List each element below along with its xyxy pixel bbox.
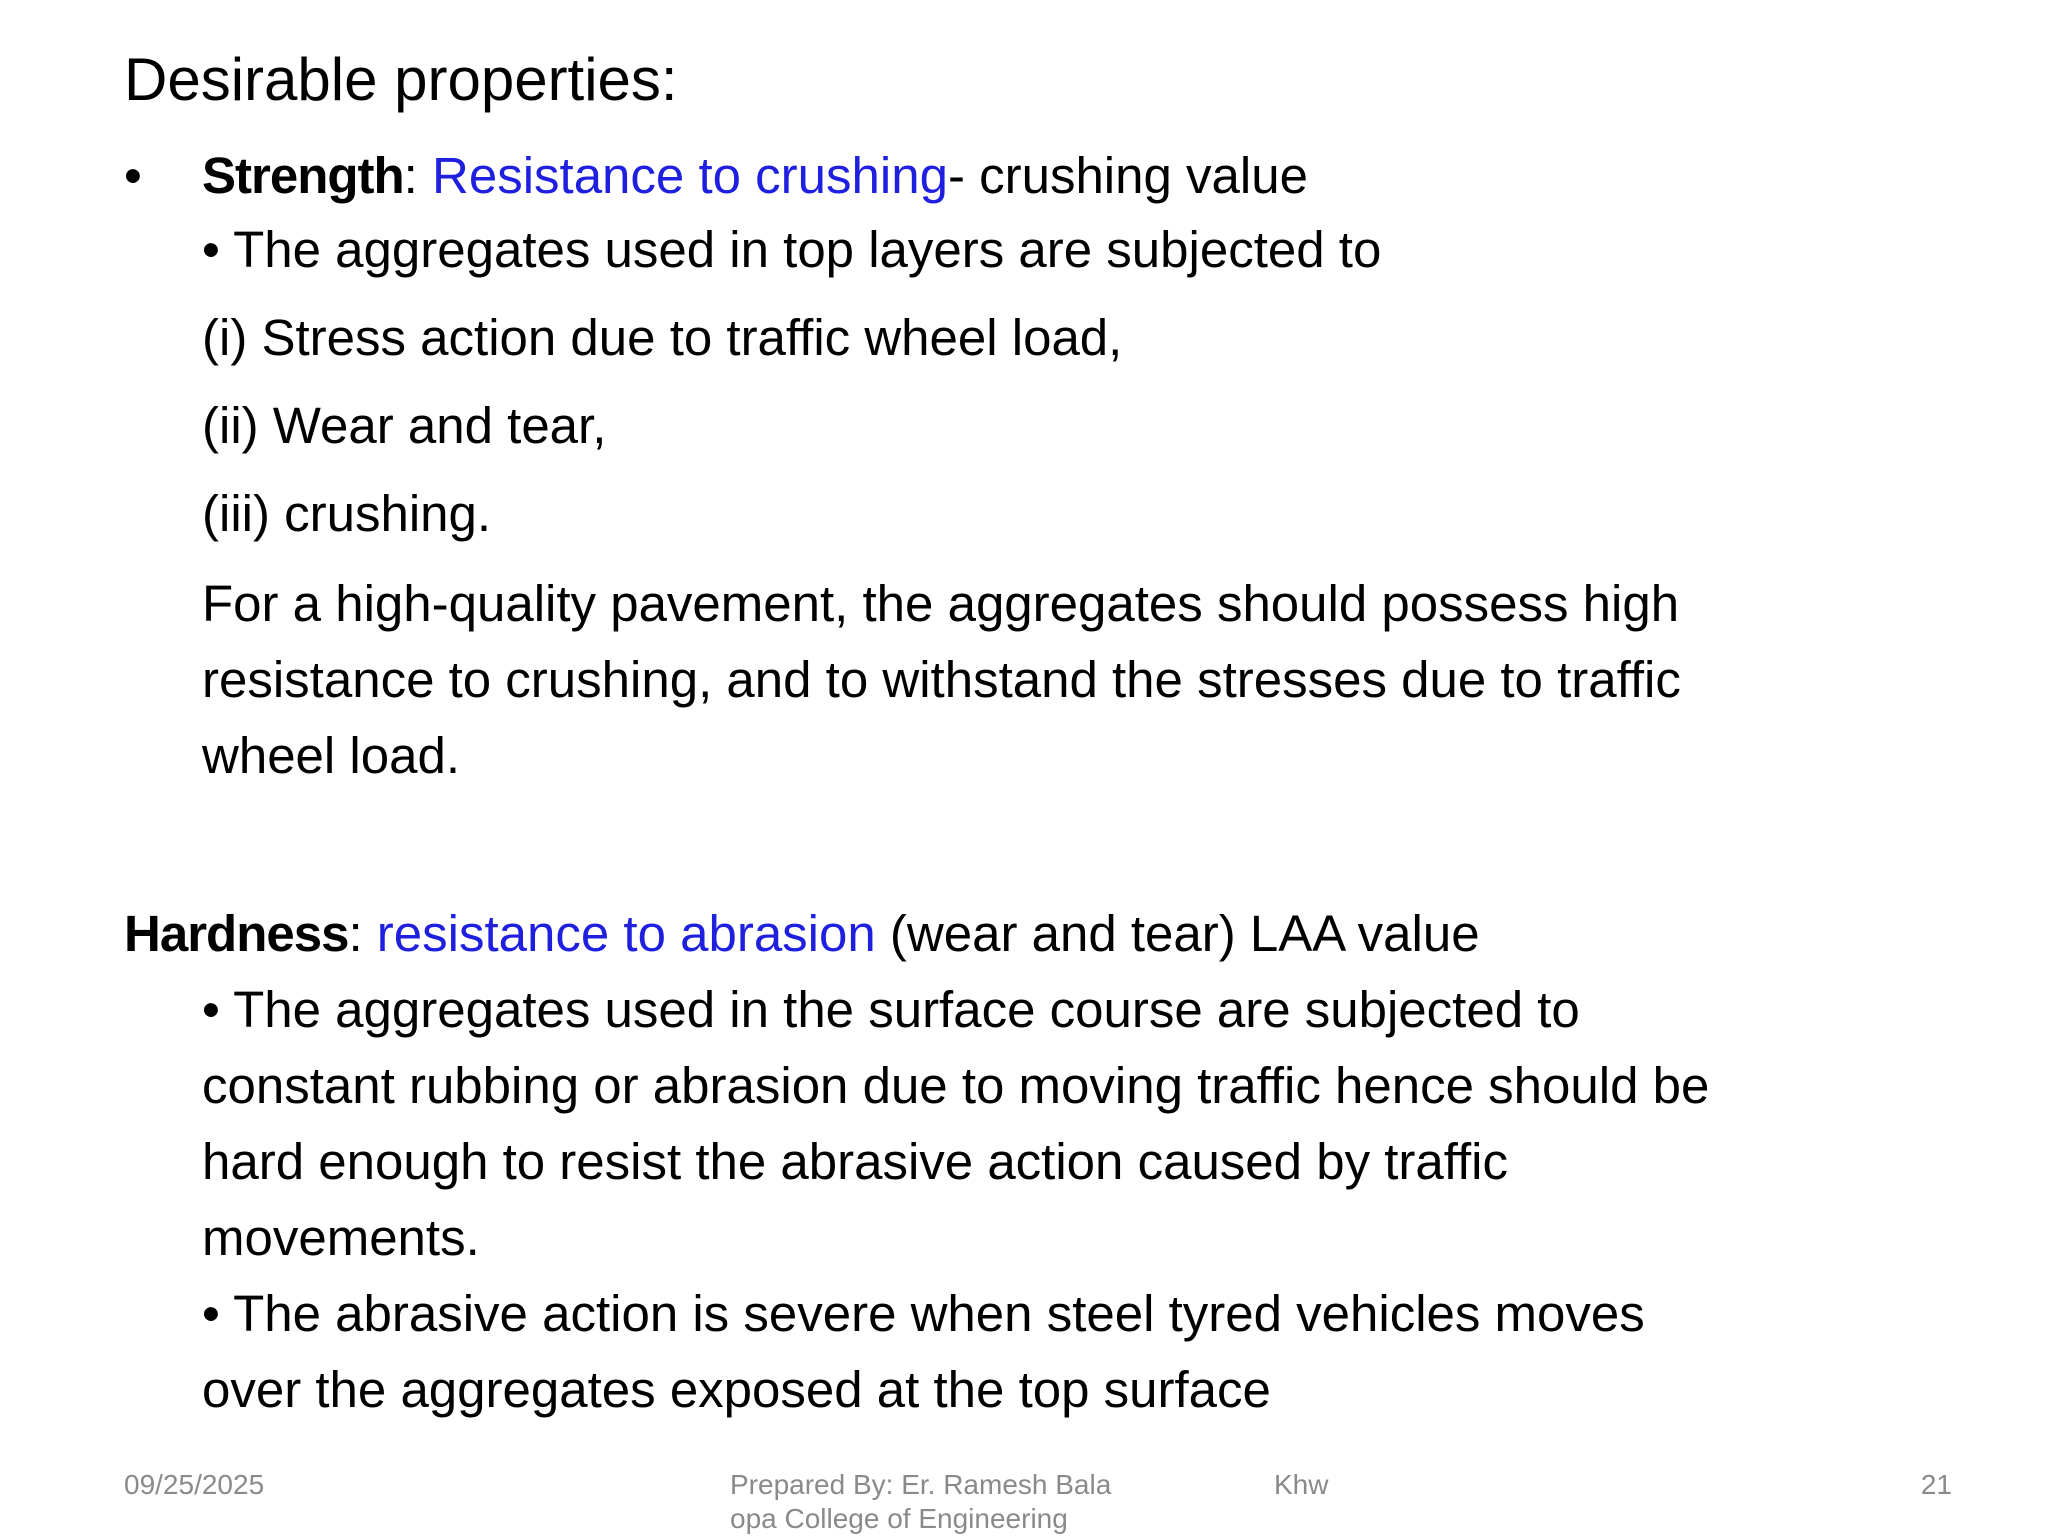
strength-colon: : — [403, 147, 432, 204]
hardness-colon: : — [348, 905, 377, 962]
footer-prepared-by — [730, 1468, 1111, 1536]
footer-prepared-line2: opa College of Engineering — [730, 1503, 1068, 1534]
hardness-heading — [124, 904, 1480, 964]
strength-heading — [202, 146, 1308, 206]
hardness-line: • The abrasive action is severe when steel tyred vehicles moves — [202, 1285, 1645, 1342]
footer-prepared-line1: Prepared By: Er. Ramesh Bala — [730, 1469, 1112, 1500]
hardness-line: movements. — [202, 1209, 480, 1266]
hardness-line: over the aggregates exposed at the top surface — [202, 1361, 1271, 1418]
hardness-term: Hardness — [124, 905, 349, 962]
hardness-line: hard enough to resist the abrasive action caused by traffic — [202, 1133, 1509, 1190]
bullet-dot: • — [124, 147, 142, 204]
strength-term: Strength — [202, 147, 404, 204]
footer-page-number: 21 — [1920, 1469, 1952, 1500]
hardness-line: • The aggregates used in the surface course are subjected to — [202, 981, 1580, 1038]
footer-khw: Khw — [1274, 1469, 1329, 1500]
footer-date: 09/25/2025 — [124, 1469, 265, 1500]
slide-title: Desirable properties: — [124, 46, 678, 113]
strength-line: resistance to crushing, and to withstand the stresses due to traffic — [202, 651, 1681, 708]
strength-rest: - crushing value — [947, 147, 1308, 204]
hardness-line: constant rubbing or abrasion due to moving traffic hence should be — [202, 1057, 1710, 1114]
hardness-highlight: resistance to abrasion — [376, 905, 876, 962]
strength-line: For a high-quality pavement, the aggregates should possess high — [202, 575, 1680, 632]
strength-line: (ii) Wear and tear, — [202, 397, 607, 454]
strength-line: (iii) crushing. — [202, 485, 492, 542]
hardness-rest: (wear and tear) LAA value — [875, 905, 1480, 962]
strength-line: (i) Stress action due to traffic wheel load, — [202, 309, 1123, 366]
strength-line: wheel load. — [202, 727, 461, 784]
strength-line: • The aggregates used in top layers are subjected to — [202, 221, 1382, 278]
strength-highlight: Resistance to crushing — [432, 147, 948, 204]
